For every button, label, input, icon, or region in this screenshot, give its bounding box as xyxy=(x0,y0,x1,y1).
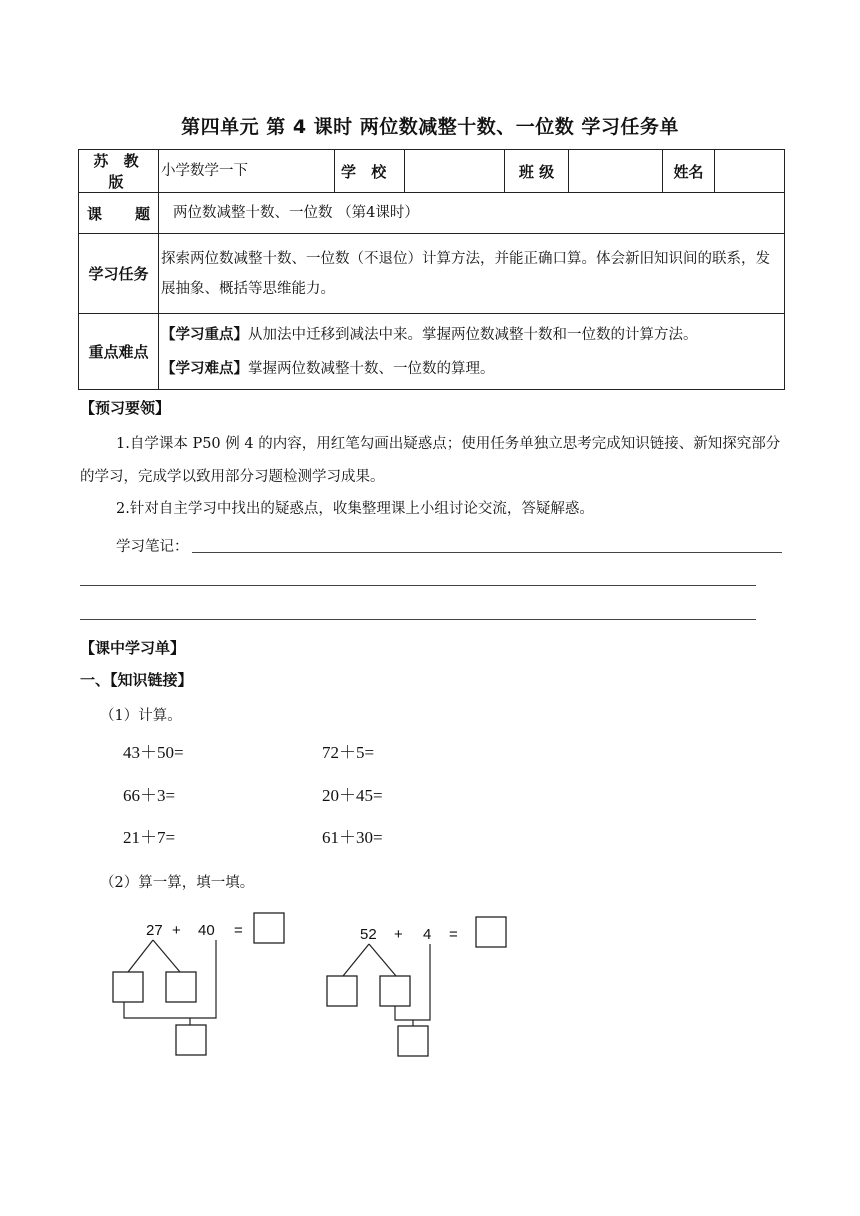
in-class-heading: 【课中学习单】 xyxy=(80,639,186,657)
problem-3: 66＋3= xyxy=(123,786,176,805)
problem-2: 72＋5= xyxy=(322,743,375,762)
preview-item-1: 1.自学课本 P50 例 4 的内容，用红笔勾画出疑惑点；使用任务单独立思考完成知识链接、新知探究部分的学习，完成学以致用部分习题检测学习成果。 xyxy=(80,436,781,485)
knowledge-link-heading: 一、【知识链接】 xyxy=(80,671,193,689)
key-point-tag: 【学习重点】 xyxy=(161,326,248,343)
diagram2-number-a: 52 xyxy=(360,926,377,943)
diagram2-number-b: 4 xyxy=(423,926,432,943)
edition-label: 苏 教 版 xyxy=(79,150,159,193)
notes-label: 学习笔记： xyxy=(116,539,189,555)
key-point-text: 从加法中迁移到减法中来。掌握两位数减整十数和一位数的计算方法。 xyxy=(248,326,698,343)
problem-1: 43＋50= xyxy=(123,743,184,762)
topic-value: 两位数减整十数、一位数 （第4课时） xyxy=(159,193,785,234)
diagram2-connector xyxy=(395,944,430,1020)
diagram1-sum-box[interactable] xyxy=(176,1025,206,1055)
edition-value: 小学数学一下 xyxy=(159,150,335,193)
diagram1-branch-left xyxy=(128,940,153,972)
school-label: 学 校 xyxy=(335,150,405,193)
diagram1-split-box-right[interactable] xyxy=(166,972,196,1002)
topic-label: 课 题 xyxy=(79,193,159,234)
difficulty-text: 掌握两位数减整十数、一位数的算理。 xyxy=(248,360,495,377)
diagram2-equals: = xyxy=(449,926,458,943)
diagram2-operator: + xyxy=(394,926,403,943)
diagram1-operator: + xyxy=(172,922,181,939)
problem-5: 21＋7= xyxy=(123,828,176,847)
diagram1-number-a: 27 xyxy=(146,922,163,939)
diagram-2 xyxy=(327,917,506,1056)
diagram2-branch-right xyxy=(369,944,396,976)
preview-heading: 【预习要领】 xyxy=(80,399,171,417)
diagram1-connector xyxy=(124,940,216,1018)
diagram2-split-box-left[interactable] xyxy=(327,976,357,1006)
diagram1-branch-right xyxy=(153,940,180,972)
diagram1-number-b: 40 xyxy=(198,922,215,939)
page-title: 第四单元 第 4 课时 两位数减整十数、一位数 学习任务单 xyxy=(181,116,679,138)
diagram2-sum-box[interactable] xyxy=(398,1026,428,1056)
key-label: 重点难点 xyxy=(79,314,159,390)
class-label: 班 级 xyxy=(505,150,569,193)
part1-label: （1）计算。 xyxy=(100,708,182,724)
preview-item-2: 2.针对自主学习中找出的疑惑点，收集整理课上小组讨论交流，答疑解惑。 xyxy=(116,501,594,517)
diagram1-equals: = xyxy=(234,922,243,939)
task-label: 学习任务 xyxy=(79,234,159,314)
diagram2-split-box-right[interactable] xyxy=(380,976,410,1006)
problem-6: 61＋30= xyxy=(322,828,383,847)
part2-label: （2）算一算，填一填。 xyxy=(100,875,255,891)
diagram2-answer-box[interactable] xyxy=(476,917,506,947)
diagram1-answer-box[interactable] xyxy=(254,913,284,943)
task-value: 探索两位数减整十数、一位数（不退位）计算方法，并能正确口算。体会新旧知识间的联系，发展抽象、概括等思维能力。 xyxy=(159,234,785,314)
problem-4: 20＋45= xyxy=(322,786,383,805)
name-label: 姓名 xyxy=(663,150,715,193)
diagram1-split-box-left[interactable] xyxy=(113,972,143,1002)
diagram-1 xyxy=(113,913,284,1055)
diagram2-branch-left xyxy=(343,944,369,976)
difficulty-tag: 【学习难点】 xyxy=(161,360,248,377)
